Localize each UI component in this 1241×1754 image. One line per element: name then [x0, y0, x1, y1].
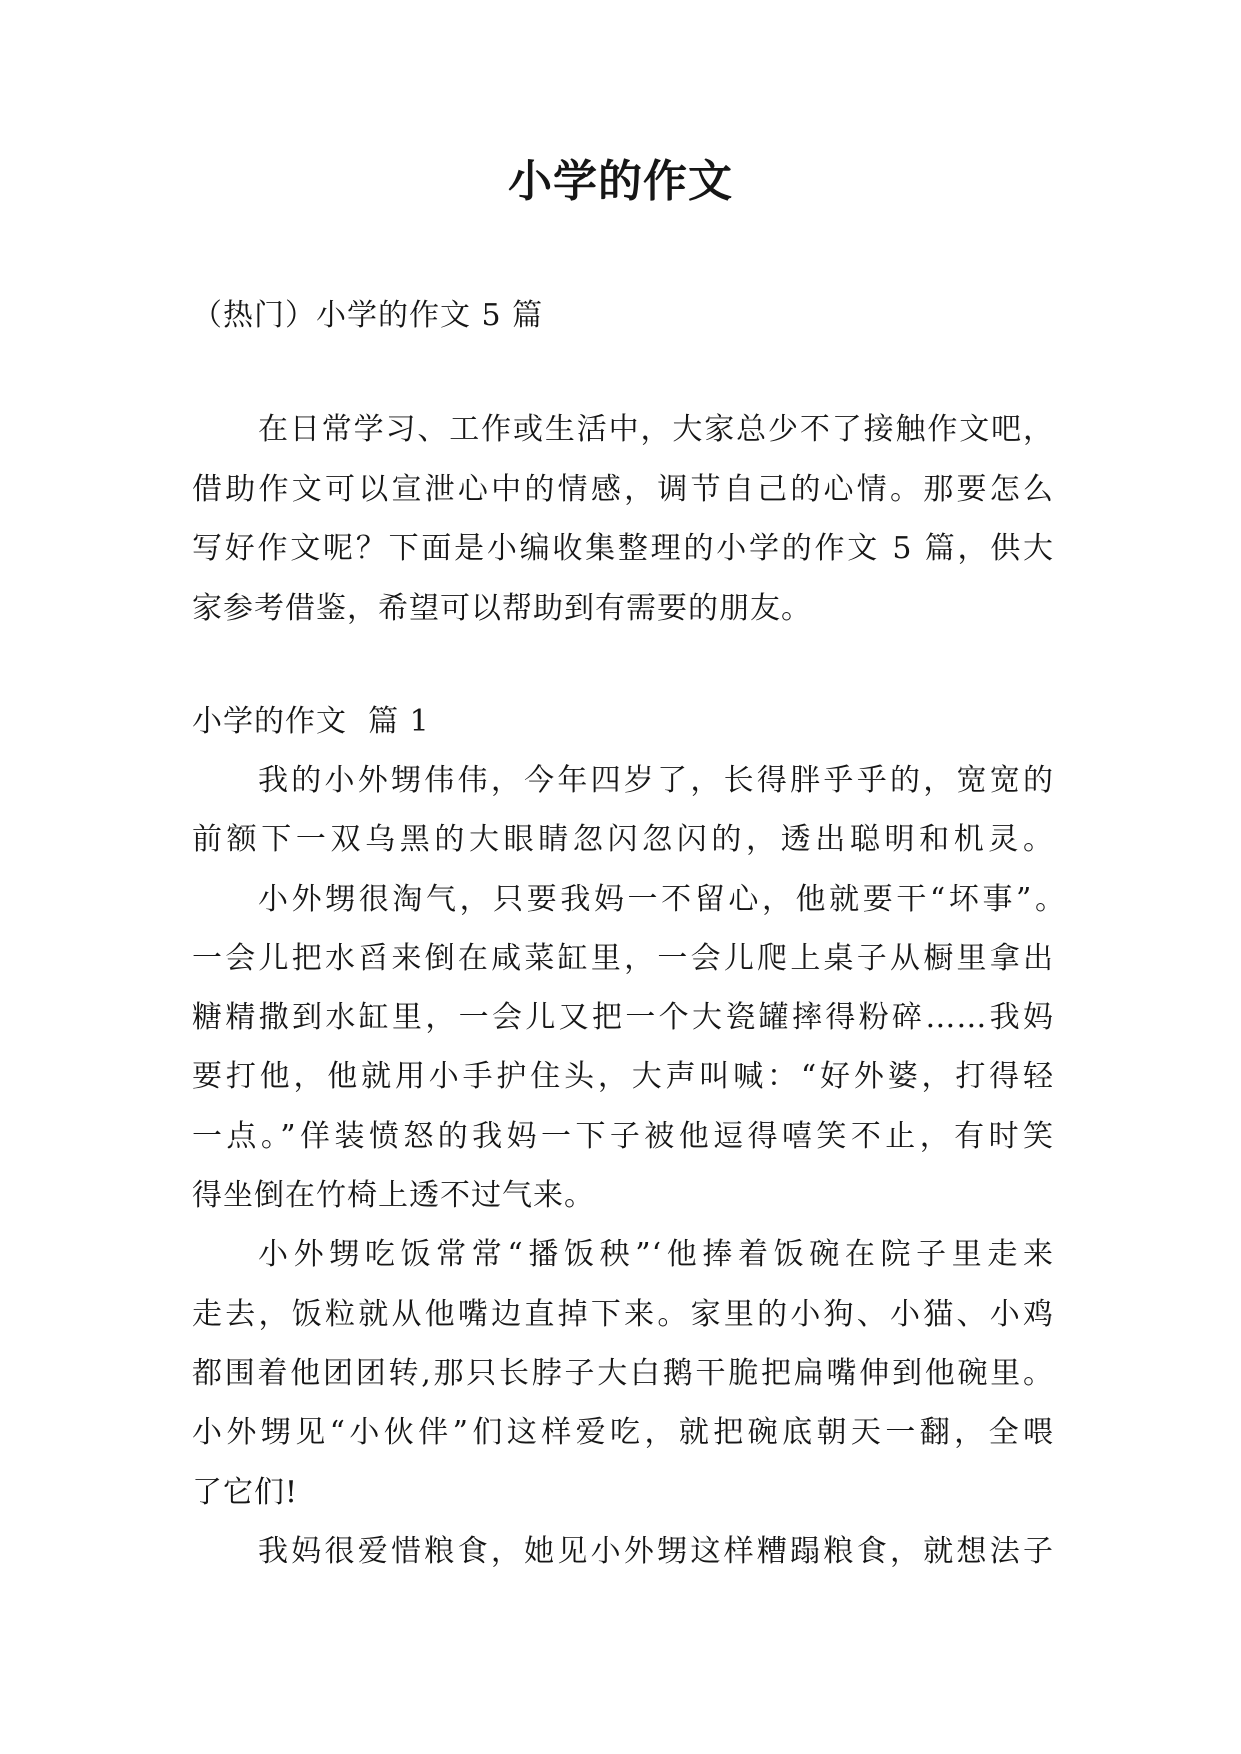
paragraph — [192, 1225, 1054, 1521]
paragraph-line: 走去，饭粒就从他嘴边直掉下来。家里的小狗、小猫、小鸡 — [192, 1296, 1054, 1332]
intro-line: 家参考借鉴，希望可以帮助到有需要的朋友。 — [192, 590, 812, 626]
section-body — [192, 751, 1066, 1581]
intro-line: 借助作文可以宣泄心中的情感，调节自己的心情。那要怎么 — [192, 471, 1054, 507]
paragraph-line: 都围着他团团转,那只长脖子大白鹅干脆把扁嘴伸到他碗里。 — [192, 1355, 1054, 1391]
paragraph-line: 得坐倒在竹椅上透不过气来。 — [192, 1178, 595, 1214]
intro-line: 在日常学习、工作或生活中，大家总少不了接触作文吧， — [258, 412, 1054, 447]
paragraph-line: 糖精撒到水缸里，一会儿又把一个大瓷罐摔得粉碎……我妈 — [192, 1000, 1054, 1036]
paragraph-line: 了它们! — [192, 1474, 299, 1510]
paragraph-line: 一点。”佯装愤怒的我妈一下子被他逗得嘻笑不止，有时笑 — [192, 1118, 1054, 1154]
paragraph-line: 一会儿把水舀来倒在咸菜缸里，一会儿爬上桌子从橱里拿出 — [192, 940, 1054, 976]
section-heading: 小学的作文 篇 1 — [192, 704, 430, 739]
paragraph-line: 要打他，他就用小手护住头，大声叫喊：“好外婆，打得轻 — [192, 1059, 1054, 1095]
paragraph-line: 小外甥吃饭常常“播饭秧”‘他捧着饭碗在院子里走来 — [258, 1237, 1054, 1273]
paragraph-line: 前额下一双乌黑的大眼睛忽闪忽闪的，透出聪明和机灵。 — [192, 822, 1054, 858]
paragraph-line: 我妈很爱惜粮食，她见小外甥这样糟蹋粮食，就想法子 — [258, 1533, 1054, 1569]
paragraph-line: 我的小外甥伟伟，今年四岁了，长得胖乎乎的，宽宽的 — [258, 763, 1054, 798]
intro-paragraph — [192, 400, 1054, 638]
paragraph — [192, 1522, 1054, 1581]
document-subtitle: （热门）小学的作文 5 篇 — [192, 298, 544, 333]
paragraph-line: 小外甥很淘气，只要我妈一不留心，他就要干“坏事”。 — [258, 881, 1066, 917]
paragraph-line: 小外甥见“小伙伴”们这样爱吃，就把碗底朝天一翻，全喂 — [192, 1415, 1054, 1451]
intro-line: 写好作文呢？下面是小编收集整理的小学的作文 5 篇，供大 — [192, 531, 1054, 566]
document-title: 小学的作文 — [508, 156, 733, 207]
paragraph — [192, 870, 1066, 1226]
paragraph — [192, 751, 1054, 870]
